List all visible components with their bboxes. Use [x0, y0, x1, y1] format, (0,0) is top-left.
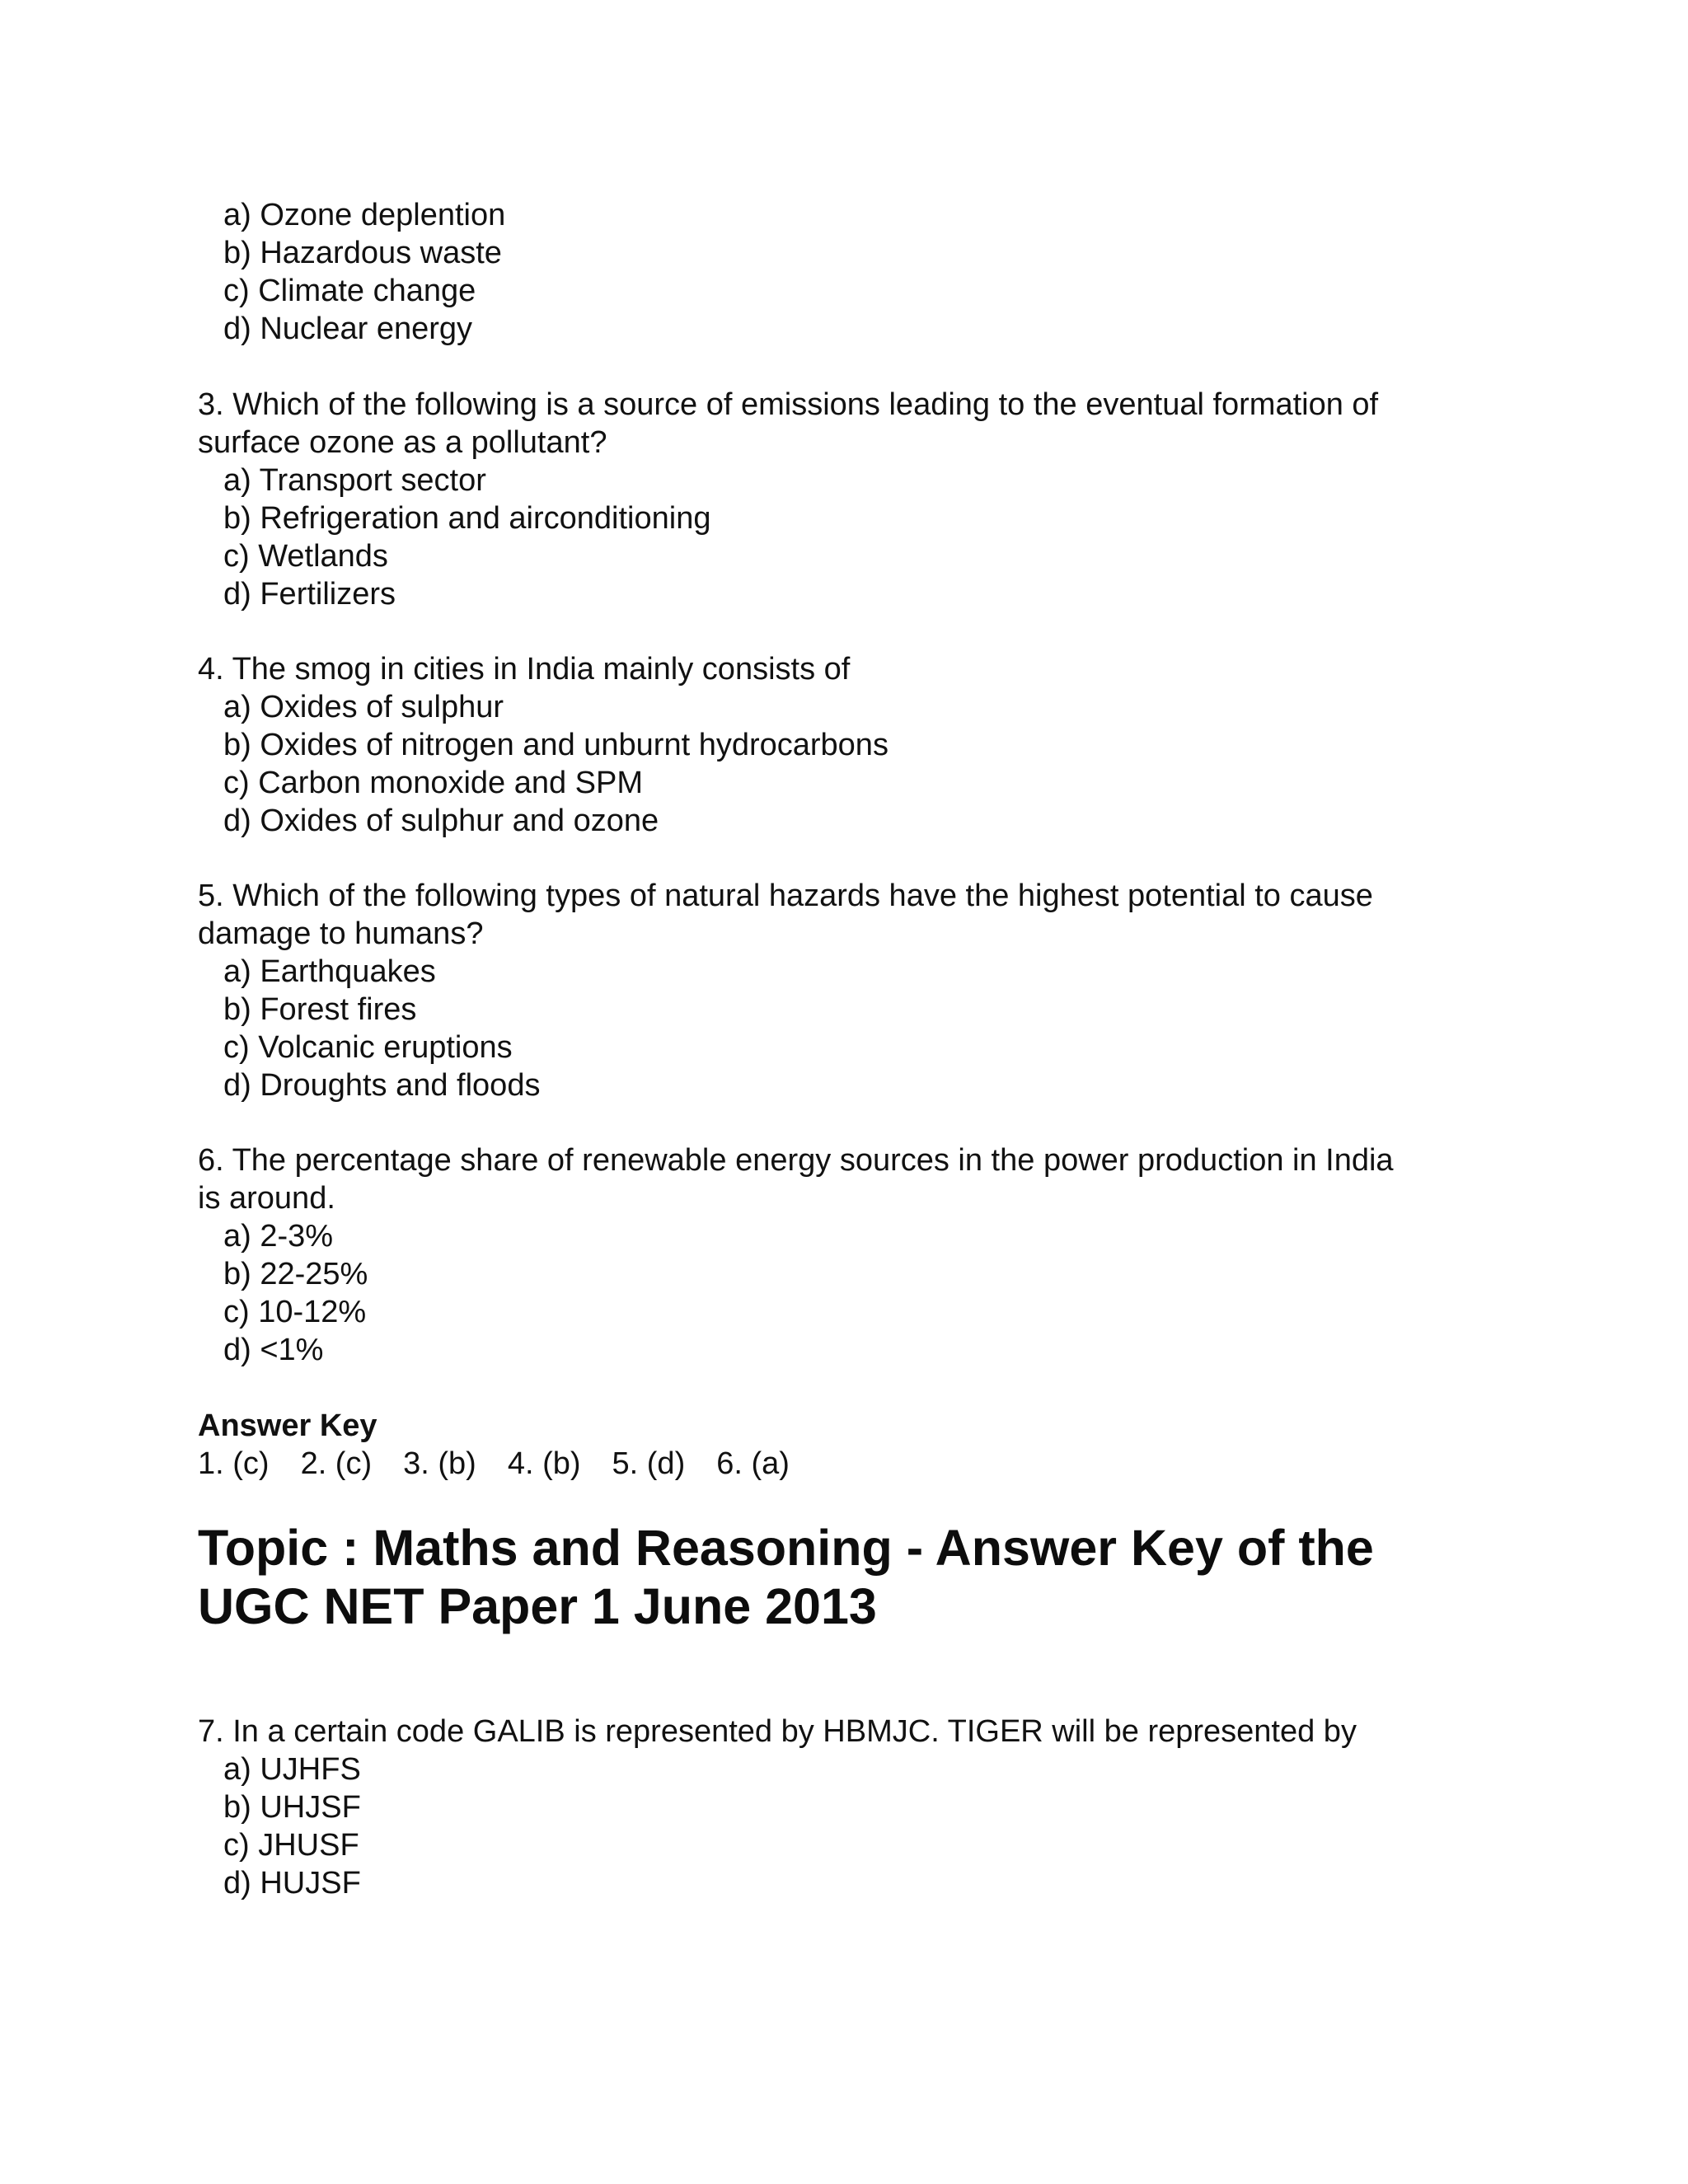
answer-key-heading: Answer Key [198, 1408, 377, 1443]
option-d: d) Nuclear energy [223, 312, 473, 346]
option-a: a) Ozone deplention [223, 198, 506, 232]
option-c: c) JHUSF [223, 1828, 359, 1863]
answer-item: 1. (c) [198, 1446, 270, 1481]
topic-heading-line: Topic : Maths and Reasoning - Answer Key of the [198, 1520, 1374, 1576]
topic-heading [198, 1519, 1484, 1636]
option-c: c) Climate change [223, 274, 476, 308]
document-page [198, 0, 1484, 2184]
option-d: d) HUJSF [223, 1866, 361, 1900]
option-c: c) Wetlands [223, 539, 388, 574]
option-a: a) Transport sector [223, 463, 486, 498]
topic-heading-line: UGC NET Paper 1 June 2013 [198, 1578, 877, 1634]
answer-item: 3. (b) [403, 1446, 476, 1481]
option-a: a) 2-3% [223, 1219, 334, 1254]
question-stem: 7. In a certain code GALIB is represented by HBMJC. TIGER will be represented by [198, 1714, 1357, 1749]
option-d: d) Oxides of sulphur and ozone [223, 804, 659, 838]
question-stem: 3. Which of the following is a source of emissions leading to the eventual formation of [198, 387, 1379, 422]
question-stem: 4. The smog in cities in India mainly consists of [198, 652, 851, 687]
option-a: a) UJHFS [223, 1752, 361, 1787]
answer-item: 4. (b) [507, 1446, 581, 1481]
option-b: b) Hazardous waste [223, 236, 502, 270]
option-d: d) Droughts and floods [223, 1068, 541, 1103]
option-b: b) 22-25% [223, 1257, 368, 1291]
option-c: c) Carbon monoxide and SPM [223, 766, 644, 800]
question-3 [198, 386, 1484, 613]
question-6 [198, 1141, 1484, 1369]
answer-item: 2. (c) [300, 1446, 373, 1481]
option-a: a) Oxides of sulphur [223, 690, 504, 724]
option-d: d) <1% [223, 1333, 324, 1367]
option-a: a) Earthquakes [223, 954, 436, 989]
option-b: b) Forest fires [223, 992, 417, 1027]
question-stem: surface ozone as a pollutant? [198, 425, 607, 460]
question-stem: is around. [198, 1181, 335, 1216]
answer-key [198, 1407, 1484, 1483]
question-7 [198, 1713, 1484, 1902]
question-5 [198, 877, 1484, 1104]
option-d: d) Fertilizers [223, 577, 396, 612]
question-stem: 5. Which of the following types of natural hazards have the highest potential to cause [198, 879, 1373, 913]
option-c: c) 10-12% [223, 1295, 367, 1329]
option-b: b) Refrigeration and airconditioning [223, 501, 711, 536]
question-stem: damage to humans? [198, 916, 484, 951]
answer-item: 6. (a) [716, 1446, 790, 1481]
question-4 [198, 650, 1484, 840]
answer-key-row [198, 1445, 1484, 1483]
option-b: b) Oxides of nitrogen and unburnt hydrocarbons [223, 728, 889, 762]
option-b: b) UHJSF [223, 1790, 361, 1825]
question-stem: 6. The percentage share of renewable energy sources in the power production in India [198, 1143, 1394, 1178]
option-c: c) Volcanic eruptions [223, 1030, 513, 1065]
prev-question-options [198, 196, 1484, 348]
answer-item: 5. (d) [612, 1446, 686, 1481]
